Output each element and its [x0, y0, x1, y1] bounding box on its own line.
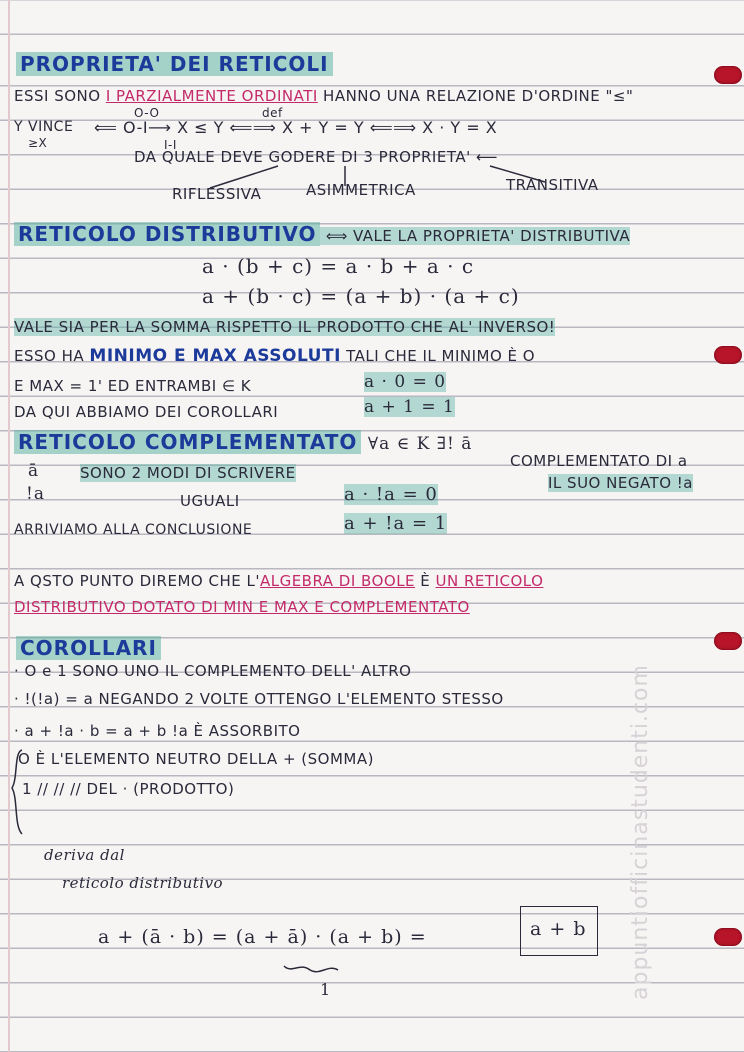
corollary-a-times-zero: a · 0 = 0	[364, 372, 447, 392]
corollary-item-4: O È L'ELEMENTO NEUTRO DELLA + (SOMMA)	[18, 750, 374, 768]
section-title-proprieta-reticoli: PROPRIETA' DEI RETICOLI	[16, 52, 333, 76]
line-reticolo-distributivo	[14, 222, 630, 246]
label-complementato-di-a: COMPLEMENTATO DI a	[510, 452, 688, 470]
text: A QSTO PUNTO DIREMO CHE L'	[14, 572, 260, 590]
highlight-text: UN RETICOLO	[435, 572, 544, 590]
corollary-item-3: · a + !a · b = a + b !a È ASSORBITO	[14, 722, 301, 740]
note-reticolo-distributivo: reticolo distributivo	[62, 874, 224, 892]
corollary-item-2: · !(!a) = a NEGANDO 2 VOLTE OTTENGO L'ELEMENTO STESSO	[14, 690, 504, 708]
notation-a-bar: ā	[28, 461, 40, 481]
highlight-text: ALGEBRA DI BOOLE	[259, 572, 416, 590]
note-ge-x: ≥X	[28, 136, 48, 150]
equation-absorption-derivation: a + (ā · b) = (a + ā) · (a + b) =	[98, 926, 427, 948]
label-uguali: UGUALI	[180, 492, 240, 510]
label-suo-negato: IL SUO NEGATO !a	[548, 474, 693, 492]
text: ESSI SONO	[14, 87, 106, 105]
text: ∀a ∈ K ∃! ā	[361, 434, 473, 454]
text: ⟺ VALE LA PROPRIETA' DISTRIBUTIVA	[320, 227, 631, 245]
text: TALI CHE IL MINIMO È O	[340, 347, 536, 365]
line-due-modi: SONO 2 MODI DI SCRIVERE	[80, 464, 296, 482]
highlight-text: I PARZIALMENTE ORDINATI	[105, 87, 318, 105]
highlight-text: MINIMO E MAX ASSOLUTI	[89, 346, 341, 366]
result-a-plus-b: a + b	[530, 918, 587, 940]
note-11: I-I	[164, 138, 177, 152]
note-oo: O-O	[134, 106, 160, 120]
line-max-uno: E MAX = 1' ED ENTRAMBI ∈ K	[14, 377, 252, 395]
line-distributivo-dotato: DISTRIBUTIVO DOTATO DI MIN E MAX E COMPLEMENTATO	[14, 598, 470, 616]
margin-line	[8, 0, 10, 1052]
note-y-vince: Y VINCE	[14, 119, 74, 135]
brace	[10, 748, 26, 838]
underbrace-value: 1	[320, 980, 332, 999]
line-tre-proprieta: DA QUALE DEVE GODERE DI 3 PROPRIETA' ⟵	[134, 148, 498, 166]
property-asimmetrica: ASIMMETRICA	[306, 181, 416, 199]
watermark: appuntiofficinastudenti.com	[628, 664, 653, 1000]
line-vale-sia: VALE SIA PER LA SOMMA RISPETTO IL PRODOTTO CHE AL' INVERSO!	[14, 318, 556, 336]
line-reticolo-complementato	[14, 430, 472, 454]
section-title-corollari: COROLLARI	[16, 636, 161, 660]
note-def: def	[262, 106, 283, 120]
line-order-relation: ⟸ O-I⟶ X ≤ Y ⟸⟹ X + Y = Y ⟸⟹ X · Y = X	[94, 118, 498, 137]
notation-not-a: !a	[26, 484, 45, 504]
corollary-a-plus-one: a + 1 = 1	[364, 397, 455, 417]
text: ESSO HA	[14, 347, 90, 365]
section-title-reticolo-distributivo: RETICOLO DISTRIBUTIVO	[14, 222, 320, 246]
line-min-max	[14, 346, 535, 366]
binding-hole	[714, 66, 742, 84]
binding-hole	[714, 346, 742, 364]
binding-hole	[714, 928, 742, 946]
line-essi-sono	[14, 87, 633, 105]
property-riflessiva: RIFLESSIVA	[172, 185, 262, 203]
line-conclusione: ARRIVIAMO ALLA CONCLUSIONE	[14, 522, 253, 538]
equation-a-or-not-a: a + !a = 1	[344, 513, 448, 534]
section-title-reticolo-complementato: RETICOLO COMPLEMENTATO	[14, 430, 361, 454]
corollary-item-5: 1 // // // DEL · (PRODOTTO)	[22, 780, 235, 798]
line-corollari: DA QUI ABBIAMO DEI COROLLARI	[14, 403, 279, 421]
binding-hole	[714, 632, 742, 650]
line-algebra-boole	[14, 572, 543, 590]
underbrace-squiggle	[282, 962, 342, 976]
text: È	[415, 572, 436, 590]
note-deriva-dal: deriva dal	[44, 846, 125, 864]
equation-a-and-not-a: a · !a = 0	[344, 484, 438, 505]
property-transitiva: TRANSITIVA	[506, 176, 599, 194]
text: HANNO UNA RELAZIONE D'ORDINE "≤"	[317, 87, 634, 105]
corollary-item-1: · O e 1 SONO UNO IL COMPLEMENTO DELL' ALTRO	[14, 662, 412, 680]
equation-distributive-2: a + (b · c) = (a + b) · (a + c)	[202, 284, 520, 308]
equation-distributive-1: a · (b + c) = a · b + a · c	[202, 254, 475, 278]
